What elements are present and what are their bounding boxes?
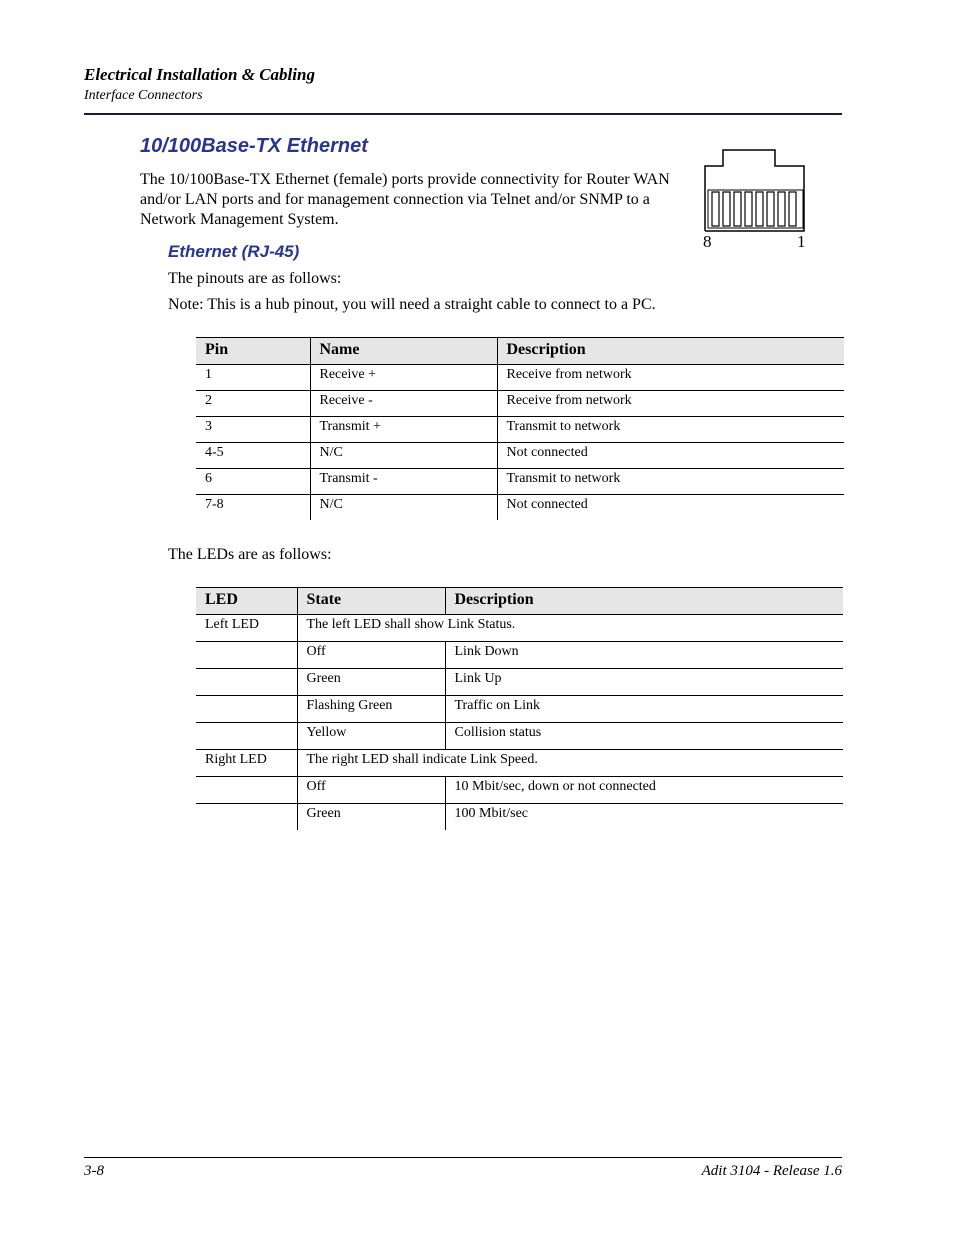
pin-8-label: 8 <box>703 232 712 251</box>
description-cell: Receive from network <box>497 391 844 417</box>
pin-cell: 6 <box>196 469 310 495</box>
name-cell: Receive - <box>310 391 497 417</box>
led-table <box>196 587 843 830</box>
name-cell: N/C <box>310 443 497 469</box>
table-row <box>196 777 843 804</box>
rj45-connector-icon <box>700 146 810 236</box>
description-cell: Collision status <box>445 723 843 750</box>
state-cell: Green <box>297 669 445 696</box>
description-cell: Not connected <box>497 443 844 469</box>
header-rule <box>84 113 842 115</box>
pin-cell: 7-8 <box>205 497 224 512</box>
led-cell <box>196 777 297 804</box>
led-cell: Right LED <box>196 750 297 777</box>
hub-note: Note: This is a hub pinout, you will need a straight cable to connect to a PC. <box>168 296 656 313</box>
state-cell: Green <box>297 804 445 831</box>
column-header: Pin <box>196 338 310 365</box>
pin-cell: 4-5 <box>196 443 310 469</box>
page-number: 3-8 <box>84 1163 104 1179</box>
description-cell: 10 Mbit/sec, down or not connected <box>445 777 843 804</box>
section-heading: 10/100Base-TX Ethernet <box>140 135 368 157</box>
column-header: State <box>297 588 445 615</box>
column-header: Name <box>310 338 497 365</box>
led-cell <box>196 696 297 723</box>
led-summary-cell: The right LED shall indicate Link Speed. <box>297 750 843 777</box>
table-row <box>196 495 844 521</box>
header-title: Electrical Installation & Cabling <box>84 65 315 84</box>
state-cell: Off <box>297 642 445 669</box>
state-cell: Off <box>297 777 445 804</box>
pin-1-label: 1 <box>797 232 806 251</box>
pin-cell: 1 <box>196 365 310 391</box>
name-cell: Transmit - <box>310 469 497 495</box>
name-cell: N/C <box>310 495 497 521</box>
pin-cell: 3 <box>196 417 310 443</box>
column-header: Description <box>497 338 844 365</box>
column-header: LED <box>196 588 297 615</box>
footer-rule <box>84 1157 842 1158</box>
led-cell <box>196 642 297 669</box>
description-cell: 100 Mbit/sec <box>445 804 843 831</box>
subsection-heading: Ethernet (RJ-45) <box>168 242 300 261</box>
table-row <box>196 696 843 723</box>
pinouts-text: The pinouts are as follows: <box>168 270 342 287</box>
description-cell: Link Down <box>445 642 843 669</box>
description-cell: Traffic on Link <box>445 696 843 723</box>
name-cell: Transmit + <box>310 417 497 443</box>
led-summary-cell: The left LED shall show Link Status. <box>297 615 843 642</box>
header-subtitle: Interface Connectors <box>84 88 203 103</box>
state-cell: Yellow <box>297 723 445 750</box>
table-row <box>196 469 844 495</box>
table-row <box>196 615 843 642</box>
table-row <box>196 391 844 417</box>
led-cell <box>196 669 297 696</box>
name-cell: Receive + <box>310 365 497 391</box>
description-cell: Transmit to network <box>497 469 844 495</box>
table-row <box>196 804 843 831</box>
table-row <box>196 669 843 696</box>
pin-cell: 2 <box>196 391 310 417</box>
led-cell: Left LED <box>196 615 297 642</box>
document-release: Adit 3104 - Release 1.6 <box>701 1163 842 1179</box>
led-cell <box>196 804 297 831</box>
table-row <box>196 365 844 391</box>
description-cell: Not connected <box>497 495 844 521</box>
table-row <box>196 417 844 443</box>
column-header: Description <box>445 588 843 615</box>
table-row <box>196 443 844 469</box>
intro-paragraph: The 10/100Base-TX Ethernet (female) ports provide connectivity for Router WAN and/or LAN ports and for management connection via Telnet and/or SNMP to a Network Management System. <box>140 171 670 228</box>
table-row <box>196 723 843 750</box>
state-cell: Flashing Green <box>297 696 445 723</box>
led-cell <box>196 723 297 750</box>
description-cell: Receive from network <box>497 365 844 391</box>
pin-table-header <box>196 338 844 365</box>
pin-table <box>196 337 844 520</box>
leds-text: The LEDs are as follows: <box>168 546 332 563</box>
description-cell: Transmit to network <box>497 417 844 443</box>
table-row <box>196 750 843 777</box>
description-cell: Link Up <box>445 669 843 696</box>
table-row <box>196 642 843 669</box>
led-table-header <box>196 588 843 615</box>
